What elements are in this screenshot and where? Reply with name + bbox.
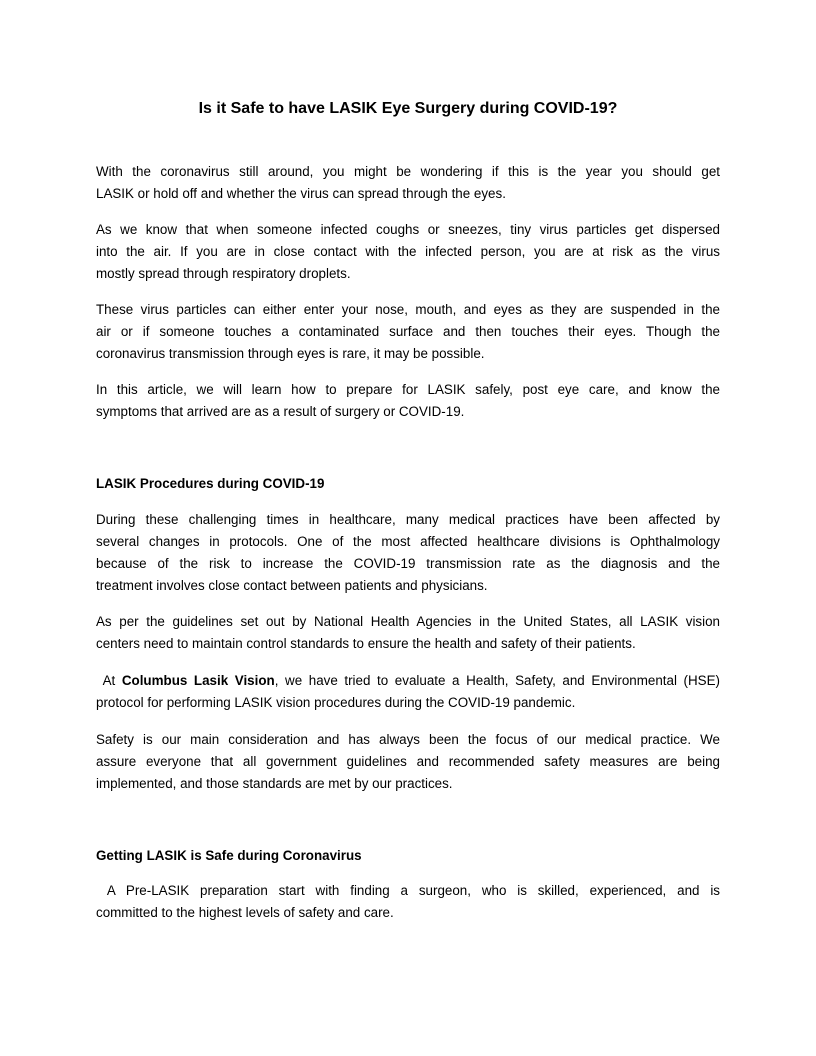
paragraph <box>96 161 720 205</box>
document-title: Is it Safe to have LASIK Eye Surgery during COVID-19? <box>198 100 618 117</box>
paragraph-line: implemented, and those standards are met by our practices. <box>96 776 453 791</box>
paragraph <box>96 299 720 365</box>
paragraph-line: mostly spread through respiratory droplets. <box>96 266 351 281</box>
paragraph-line: air or if someone touches a contaminated surface and then touches their eyes. Though the <box>96 324 720 339</box>
paragraph <box>96 379 720 423</box>
paragraph <box>96 611 720 655</box>
paragraph-line: With the coronavirus still around, you might be wondering if this is the year you should get <box>96 164 720 179</box>
paragraph-line: As per the guidelines set out by National Health Agencies in the United States, all LASIK vision <box>96 614 720 629</box>
paragraph-line <box>96 670 720 692</box>
paragraph-line: symptoms that arrived are as a result of surgery or COVID-19. <box>96 404 465 419</box>
paragraph <box>96 509 720 597</box>
paragraph-line: several changes in protocols. One of the most affected healthcare divisions is Ophthalmology <box>96 534 720 549</box>
paragraph-line: During these challenging times in healthcare, many medical practices have been affected by <box>96 512 720 527</box>
paragraph-line: centers need to maintain control standards to ensure the health and safety of their patients. <box>96 636 636 651</box>
paragraph-line: protocol for performing LASIK vision procedures during the COVID-19 pandemic. <box>96 695 576 710</box>
paragraph-line: LASIK or hold off and whether the virus can spread through the eyes. <box>96 186 506 201</box>
text: At <box>96 673 122 688</box>
paragraph-line: In this article, we will learn how to prepare for LASIK safely, post eye care, and know the <box>96 382 720 397</box>
paragraph-line: coronavirus transmission through eyes is rare, it may be possible. <box>96 346 485 361</box>
paragraph <box>96 219 720 285</box>
paragraph-line: As we know that when someone infected coughs or sneezes, tiny virus particles get dispersed <box>96 222 720 237</box>
paragraph-line: assure everyone that all government guidelines and recommended safety measures are being <box>96 754 720 769</box>
section-heading: LASIK Procedures during COVID-19 <box>96 476 325 491</box>
paragraph <box>96 880 720 924</box>
paragraph-line: These virus particles can either enter your nose, mouth, and eyes as they are suspended in the <box>96 302 720 317</box>
paragraph-line: A Pre-LASIK preparation start with finding a surgeon, who is skilled, experienced, and is <box>96 883 720 898</box>
paragraph-line: committed to the highest levels of safety and care. <box>96 905 394 920</box>
paragraph <box>96 670 720 714</box>
text: , we have tried to evaluate a Health, Safety, and Environmental (HSE) <box>274 673 720 688</box>
company-name: Columbus Lasik Vision <box>121 673 275 688</box>
paragraph-line: treatment involves close contact between patients and physicians. <box>96 578 488 593</box>
paragraph-line: because of the risk to increase the COVID-19 transmission rate as the diagnosis and the <box>96 556 720 571</box>
paragraph-line: Safety is our main consideration and has always been the focus of our medical practice. We <box>96 732 720 747</box>
section-heading: Getting LASIK is Safe during Coronavirus <box>96 848 362 863</box>
paragraph <box>96 729 720 795</box>
paragraph-line: into the air. If you are in close contact with the infected person, you are at risk as the virus <box>96 244 720 259</box>
